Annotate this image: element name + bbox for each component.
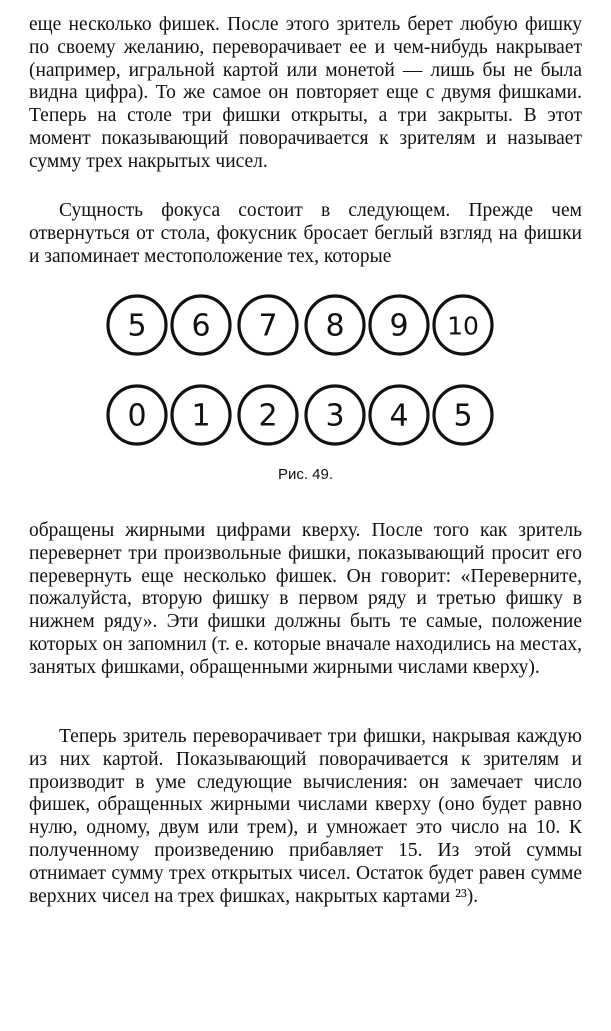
chip-top-3	[239, 296, 297, 354]
chip-number: 2	[258, 398, 278, 434]
figure-chips	[0, 290, 611, 490]
chip-top-1	[108, 296, 166, 354]
paragraph-1: еще несколько фишек. После этого зритель берет любую фишку по своему желанию, переворачивает ее и чем-нибудь накрывает (например, игральной картой или монетой — лишь бы не была видна цифра). То же самое он повторяет еще с двумя фишками. Теперь на столе три фишки открыты, а три закрыты. В этот момент показывающий поворачивается к зрителям и называет сумму трех накрытых чисел.	[29, 14, 582, 172]
chip-number: 5	[453, 398, 473, 434]
chip-bottom-5	[370, 386, 428, 444]
chip-top-2	[172, 296, 230, 354]
chip-bottom-4	[306, 386, 364, 444]
chip-bottom-1	[108, 386, 166, 444]
chip-number: 4	[389, 398, 409, 434]
figure-caption: Рис. 49.	[277, 466, 334, 483]
chip-number: 0	[127, 398, 147, 434]
chip-number: 10	[447, 311, 479, 341]
chip-bottom-6	[434, 386, 492, 444]
chip-top-5	[370, 296, 428, 354]
chip-bottom-3	[239, 386, 297, 444]
paragraph-2: Сущность фокуса состоит в следующем. Прежде чем отвернуться от стола, фокусник бросает беглый взгляд на фишки и запоминает местоположение тех, которые	[29, 200, 582, 267]
chip-row-top	[108, 296, 492, 354]
chip-number: 3	[325, 398, 345, 434]
chip-bottom-2	[172, 386, 230, 444]
chip-number: 7	[258, 308, 278, 344]
chip-row-bottom	[108, 386, 492, 444]
chip-number: 8	[325, 308, 345, 344]
chip-number: 1	[191, 398, 211, 434]
paragraph-4: Теперь зритель переворачивает три фишки, накрывая каждую из них картой. Показывающий поворачивается к зрителям и производит в уме следующие вычисления: он замечает число фишек, обращенных жирными числами кверху (оно будет равно нулю, одному, двум или трем), и умножает это число на 10. К полученному произведению прибавляет 15. Из этой суммы отнимает сумму трех открытых чисел. Остаток будет равен сумме верхних чисел на трех фишках, накрытых картами ²³).	[29, 726, 582, 907]
chip-number: 5	[127, 308, 147, 344]
paragraph-3: обращены жирными цифрами кверху. После того как зритель перевернет три произвольные фишки, показывающий просит его перевернуть еще несколько фишек. Он говорит: «Переверните, пожалуйста, вторую фишку в первом ряду и третью фишку в нижнем ряду». Эти фишки должны быть те самые, положение которых он запомнил (т. е. которые вначале находились на местах, занятых фишками, обращенными жирными числами кверху).	[29, 520, 582, 678]
chip-number: 9	[389, 308, 409, 344]
chip-top-4	[306, 296, 364, 354]
chip-number: 6	[191, 308, 211, 344]
chip-top-6	[434, 296, 492, 354]
